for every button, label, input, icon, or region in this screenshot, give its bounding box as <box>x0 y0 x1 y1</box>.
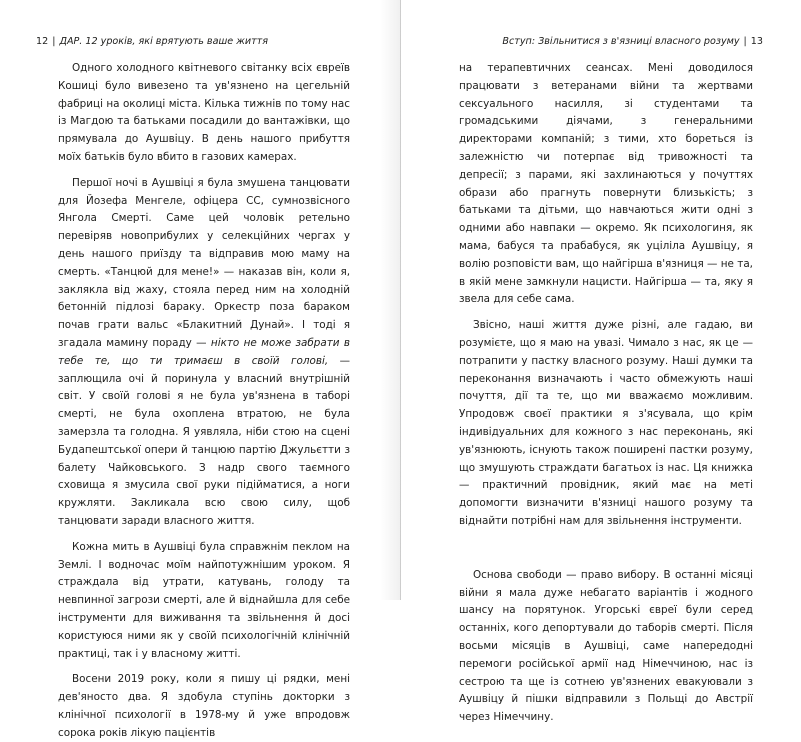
paragraph: Основа свободи — право вибору. В останні місяці війни я мала дуже небагато варіантів і жодного шансу на порятунок. Угорські євреї були серед останніх, кого депортували до таборів смерті. Після восьми місяців в Аушвіці, саме напередодні перемоги російської армії над Німеччиною, нас із сестрою та ще із сотнею ув'язнених евакуювали з Аушвіцу й пішки відправили з Польщі до Австрії через Німеччину. <box>459 568 753 724</box>
left-body-text <box>58 60 350 742</box>
paragraph: Восени 2019 року, коли я пишу ці рядки, мені дев'яносто два. Я здобула ступінь докторки з клінічної психології в 1978-му й уже впродовж сорока років лікую пацієнтів <box>58 673 350 739</box>
paragraph: Одного холодного квітневого світанку всіх євреїв Кошиці було вивезено та ув'язнено на цегельній фабриці на околиці міста. Кілька тижнів по тому нас із Магдою та батьками посадили до вантажівки, що прямувала до Аушвіцу. В день нашого прибуття моїх батьків було вбито в газових камерах. <box>58 62 350 163</box>
paragraph: Кожна мить в Аушвіці була справжнім пеклом на Землі. І водночас моїм найпотужнішим уроком. Я страждала від утрати, катувань, голоду та невпинної загрози смерті, але й віднайшла для себе інструменти для виживання та звільнення й досі користуюся ними як у своїй психологічній клінічній практиці, так і у власному житті. <box>58 540 350 660</box>
paragraph-text: — заплющила очі й поринула у власний внутрішній світ. У своїй голові я не була ув'язнена в таборі смерті, не була охоплена втратою, не була замерзла та голодна. Я уявляла, ніби стою на сцені Будапештської опери й танцюю партію Джульєтти з балету Чайковського. З надр свого таємного сховища я змусила свої руки підійматися, а ноги кружляти. Закликала всю свою силу, щоб танцювати заради власного життя. <box>58 354 351 527</box>
paragraph: Звісно, наші життя дуже різні, але гадаю, ви розумієте, що я маю на увазі. Чимало з нас, як це — потрапити у пастку власного розуму. Наші думки та переконання визначають і часто обмежують наші почуття, дії та те, що ми вважаємо можливим. Упродовж своєї практики я з'ясувала, що крім індивідуальних для кожного з нас переконань, які ув'язнюють, існують також поширені пастки розуму, що змушують страждати багатьох із нас. Ця книжка — практичний провідник, який має на меті допомогти визначити в'язниці нашого розуму та віднайти потрібні нам для звільнення інструменти. <box>459 319 753 527</box>
paragraph: на терапевтичних сеансах. Мені доводилося працювати з ветеранами війни та жертвами сексуального насилля, зі студентами та громадськими діячами, з генеральними директорами компаній; з тими, хто бореться із залежністю чи потерпає від тривожності та депресії; з парами, які захлинаються у почуттях образи або прагнуть повернути близькість; з батьками та дітьми, що навчаються жити одні з одними або навпаки — окремо. Як психологиня, як мама, бабуся та прабабуся, як уцілiла Аушвіцу, я волію розповісти вам, що найгірша в'язниця — не та, в якій мене замкнули нацисти. Найгірша — та, яку я звела для себе сама. <box>459 62 753 306</box>
paragraph <box>58 175 350 531</box>
left-page <box>0 0 401 739</box>
left-running-head: ДАР. 12 уроків, які врятують ваше життя <box>59 36 269 47</box>
right-running-head: Вступ: Звільнитися з в'язниці власного розуму <box>502 36 740 47</box>
left-running-header: 12 | ДАР. 12 уроків, які врятують ваше життя <box>36 36 269 47</box>
italic-quote: нікто не може забрати в тебе те, що ти тримаєш в своїй голові, <box>58 336 350 367</box>
right-page <box>401 0 801 724</box>
paragraph-text: Першої ночі в Аушвіці я була змушена танцювати для Йозефа Менгеле, офіцера СС, сумнозвісного Янгола Смерті. Саме цей чоловік ретельно перевіряв новоприбулих у селекційних чергах у день нашого приїзду та відправив мою маму на смерть. «Танцюй для мене!» — наказав він, коли я, закляклa від жаху, стояла перед ним на холодній бетонній підлозі бараку. Оркестр поза бараком почав грати вальс «Блакитний Дунай». І тоді я згадала мамину пораду — <box>58 176 350 349</box>
left-page-number: 12 <box>36 36 49 47</box>
right-body-text <box>459 60 753 727</box>
right-running-header: Вступ: Звільнитися з в'язниці власного розуму | 13 <box>502 36 763 47</box>
right-page-number: 13 <box>750 36 763 47</box>
